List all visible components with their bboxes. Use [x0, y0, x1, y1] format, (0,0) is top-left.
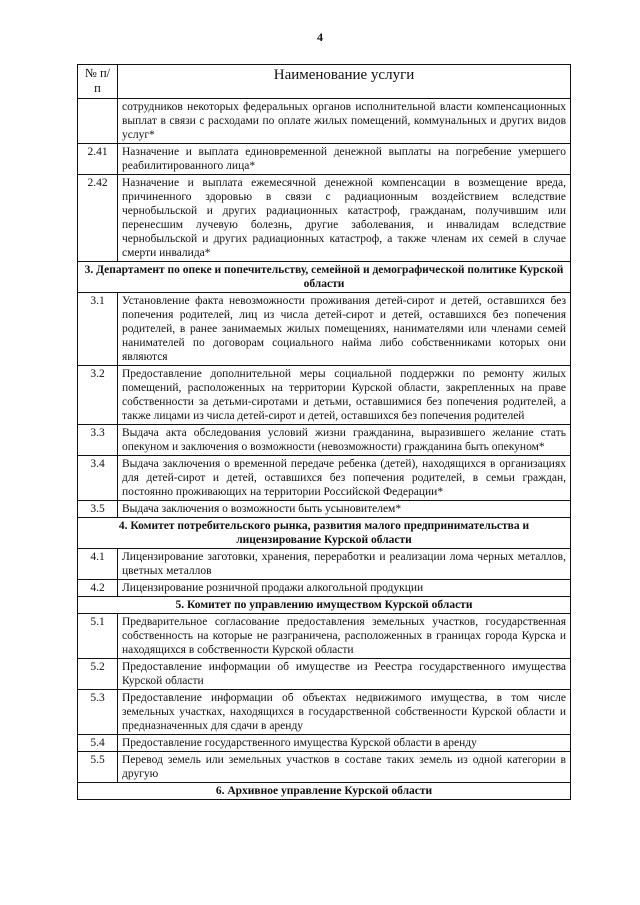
service-name: Предоставление информации об объектах недвижимого имущества, в том числе земельных участках, находящихся в государственной собственности Курской области и предназначенных для сдачи в аренду: [118, 690, 571, 735]
service-number: 4.1: [78, 548, 118, 579]
service-row: [78, 424, 571, 455]
service-number: 5.3: [78, 690, 118, 735]
service-name: Перевод земель или земельных участков в составе таких земель из одной категории в другую: [118, 752, 571, 783]
service-name: Лицензирование розничной продажи алкогольной продукции: [118, 580, 571, 597]
service-number: 3.2: [78, 365, 118, 424]
service-number: 5.4: [78, 735, 118, 752]
service-row: [78, 292, 571, 365]
service-number: 3.4: [78, 455, 118, 500]
service-name: сотрудников некоторых федеральных органов исполнительной власти компенсационных выплат в связи с расходами по оплате жилых помещений, коммунальных и других видов услуг*: [118, 98, 571, 143]
service-name: Предоставление дополнительной меры социальной поддержки по ремонту жилых помещений, расположенных на территории Курской области, закрепленных на праве собственности за детьми-сиротами и детьми, оставшимися без попечения родителей, а также лицами из числа детей-сирот и детей, оставшихся без попечения родителей: [118, 365, 571, 424]
service-row: [78, 143, 571, 174]
service-row: [78, 98, 571, 143]
section-title: 3. Департамент по опеке и попечительству, семейной и демографической политике Курской области: [78, 261, 571, 292]
service-row: [78, 174, 571, 261]
service-row: [78, 752, 571, 783]
service-row: [78, 455, 571, 500]
service-row: [78, 580, 571, 597]
page-number: 4: [317, 30, 323, 44]
section-row: [78, 517, 571, 548]
service-name: Выдача акта обследования условий жизни гражданина, выразившего желание стать опекуном и заключения о возможности (невозможности) гражданина быть опекуном*: [118, 424, 571, 455]
service-name: Предоставление информации об имуществе из Реестра государственного имущества Курской области: [118, 659, 571, 690]
header-service-name: Наименование услуги: [118, 65, 571, 99]
header-number: № п/п: [78, 65, 118, 99]
service-number: 3.3: [78, 424, 118, 455]
service-number: 2.42: [78, 174, 118, 261]
service-number: [78, 98, 118, 143]
section-row: [78, 261, 571, 292]
service-number: 5.2: [78, 659, 118, 690]
section-row: [78, 783, 571, 800]
service-number: 2.41: [78, 143, 118, 174]
service-row: [78, 659, 571, 690]
service-row: [78, 690, 571, 735]
service-name: Лицензирование заготовки, хранения, переработки и реализации лома черных металлов, цветных металлов: [118, 548, 571, 579]
service-number: 3.1: [78, 292, 118, 365]
table-header-row: [78, 65, 571, 99]
service-row: [78, 614, 571, 659]
service-name: Назначение и выплата единовременной денежной выплаты на погребение умершего реабилитированного лица*: [118, 143, 571, 174]
services-table: [77, 64, 571, 800]
service-number: 4.2: [78, 580, 118, 597]
service-name: Установление факта невозможности проживания детей-сирот и детей, оставшихся без попечения родителей, лиц из числа детей-сирот и детей, оставшихся без попечения родителей, в ранее занимаемых жилых помещениях, нанимателями или членами семей нанимателей по договорам социального найма либо собственниками которых они являются: [118, 292, 571, 365]
service-name: Предварительное согласование предоставления земельных участков, государственная собственность на которые не разграничена, расположенных в границах города Курска и находящихся в собственности Курской области: [118, 614, 571, 659]
table-body: [78, 98, 571, 800]
section-row: [78, 597, 571, 614]
service-row: [78, 548, 571, 579]
section-title: 6. Архивное управление Курской области: [78, 783, 571, 800]
service-row: [78, 735, 571, 752]
service-name: Выдача заключения о временной передаче ребенка (детей), находящихся в организациях для детей-сирот и детей, оставшихся без попечения родителей, в семьи граждан, постоянно проживающих на территории Российской Федерации*: [118, 455, 571, 500]
service-name: Предоставление государственного имущества Курской области в аренду: [118, 735, 571, 752]
service-name: Выдача заключения о возможности быть усыновителем*: [118, 500, 571, 517]
service-number: 5.5: [78, 752, 118, 783]
service-row: [78, 500, 571, 517]
service-number: 3.5: [78, 500, 118, 517]
service-number: 5.1: [78, 614, 118, 659]
section-title: 4. Комитет потребительского рынка, развития малого предпринимательства и лицензирование Курской области: [78, 517, 571, 548]
service-row: [78, 365, 571, 424]
service-name: Назначение и выплата ежемесячной денежной компенсации в возмещение вреда, причиненного здоровью в связи с радиационным воздействием вследствие чернобыльской и других радиационных катастроф, гражданам, получившим или перенесшим лучевую болезнь, другие заболевания, и инвалидам вследствие чернобыльской и других радиационных катастроф, а также членам их семей в случае смерти инвалида*: [118, 174, 571, 261]
section-title: 5. Комитет по управлению имуществом Курской области: [78, 597, 571, 614]
